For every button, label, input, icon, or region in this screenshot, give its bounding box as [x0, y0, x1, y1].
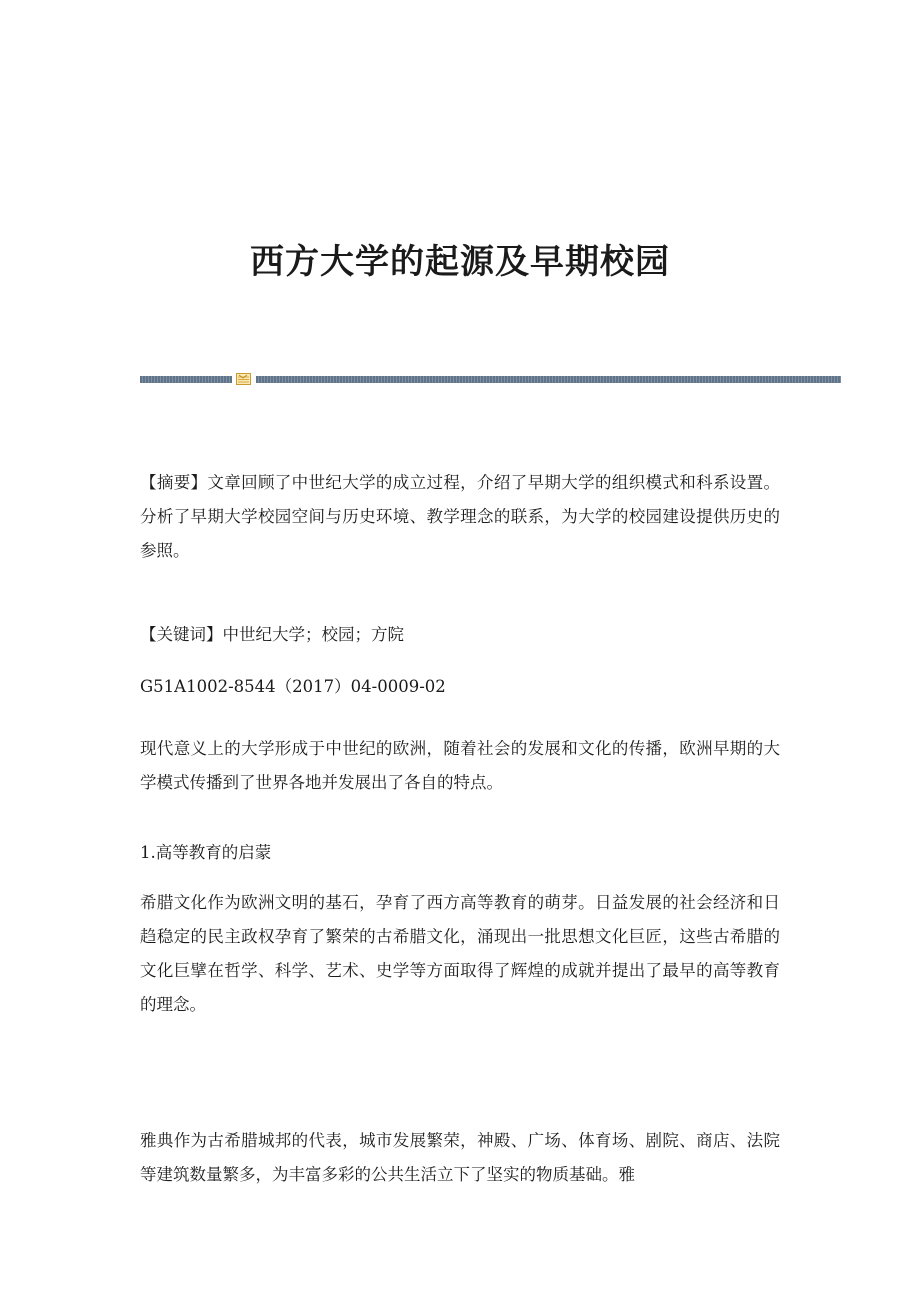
keywords-paragraph: 【关键词】中世纪大学；校园；方院	[140, 625, 404, 644]
divider-bar-left	[140, 376, 232, 383]
body-paragraph: 雅典作为古希腊城邦的代表，城市发展繁荣，神殿、广场、体育场、剧院、商店、法院等建筑数量繁多，为丰富多彩的公共生活立下了坚实的物质基础。雅	[140, 1131, 780, 1184]
title-divider	[140, 373, 841, 385]
intro-paragraph: 现代意义上的大学形成于中世纪的欧洲，随着社会的发展和文化的传播，欧洲早期的大学模式传播到了世界各地并发展出了各自的特点。	[140, 739, 780, 792]
section-heading: 1.高等教育的启蒙	[140, 843, 272, 862]
classification-code: G51A1002-8544（2017）04-0009-02	[140, 677, 446, 696]
divider-bar-right	[256, 376, 841, 383]
abstract-paragraph: 【摘要】文章回顾了中世纪大学的成立过程，介绍了早期大学的组织模式和科系设置。分析了早期大学校园空间与历史环境、教学理念的联系，为大学的校园建设提供历史的参照。	[140, 473, 780, 560]
body-paragraph: 希腊文化作为欧洲文明的基石，孕育了西方高等教育的萌芽。日益发展的社会经济和日趋稳定的民主政权孕育了繁荣的古希腊文化，涌现出一批思想文化巨匠，这些古希腊的文化巨擘在哲学、科学、艺术、史学等方面取得了辉煌的成就并提出了最早的高等教育的理念。	[140, 893, 780, 1014]
divider-ornament-icon	[236, 373, 251, 385]
document-title: 西方大学的起源及早期校园	[250, 241, 670, 282]
